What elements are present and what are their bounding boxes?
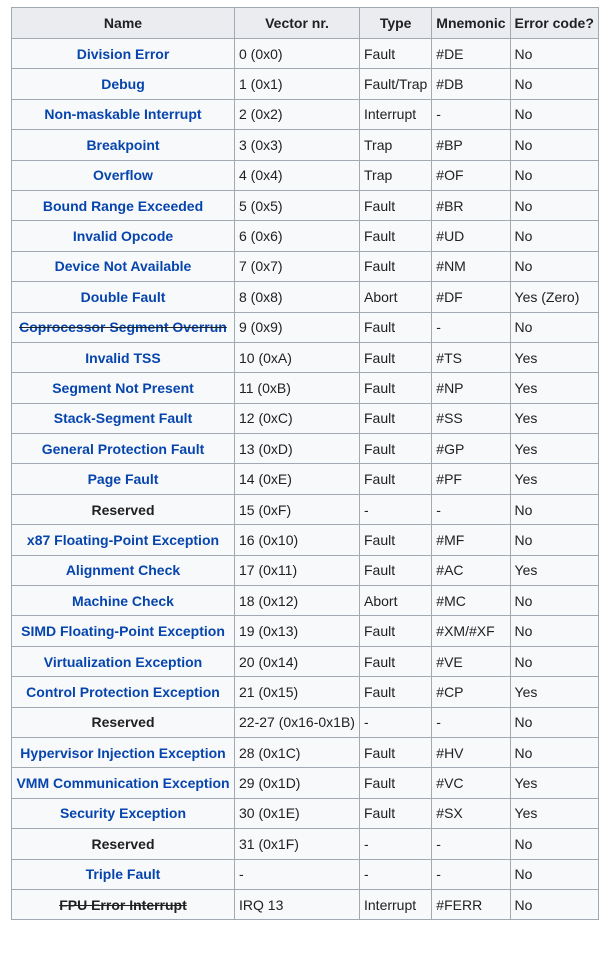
- cell-vector: 0 (0x0): [235, 39, 360, 69]
- cell-mnemonic: #AC: [432, 555, 510, 585]
- table-row: [12, 130, 599, 160]
- cell-type: Fault: [360, 768, 432, 798]
- table-row: [12, 434, 599, 464]
- cell-mnemonic: #GP: [432, 434, 510, 464]
- cell-vector: 17 (0x11): [235, 555, 360, 585]
- cell-vector: 5 (0x5): [235, 190, 360, 220]
- cell-vector: 15 (0xF): [235, 494, 360, 524]
- exception-name-link: Coprocessor Segment Overrun: [19, 319, 227, 336]
- cell-error-code: No: [510, 646, 598, 676]
- cell-mnemonic: #SX: [432, 798, 510, 828]
- cell-vector: 19 (0x13): [235, 616, 360, 646]
- table-row: [12, 525, 599, 555]
- cell-mnemonic: #DF: [432, 282, 510, 312]
- cell-name: [12, 707, 235, 737]
- cell-name: [12, 889, 235, 919]
- cell-error-code: No: [510, 251, 598, 281]
- cell-name: [12, 859, 235, 889]
- table-row: [12, 646, 599, 676]
- table-row: [12, 373, 599, 403]
- header-row: [12, 8, 599, 39]
- cell-type: Fault: [360, 464, 432, 494]
- cell-vector: 7 (0x7): [235, 251, 360, 281]
- table-row: [12, 494, 599, 524]
- cell-vector: 2 (0x2): [235, 99, 360, 129]
- cell-type: Fault: [360, 373, 432, 403]
- exception-name-link[interactable]: General Protection Fault: [41, 440, 205, 457]
- exception-name-link[interactable]: Division Error: [76, 45, 170, 62]
- cell-error-code: Yes: [510, 555, 598, 585]
- cell-name: [12, 677, 235, 707]
- cell-vector: 28 (0x1C): [235, 737, 360, 767]
- cell-type: Fault: [360, 39, 432, 69]
- cell-name: [12, 494, 235, 524]
- exception-name-link[interactable]: Segment Not Present: [52, 379, 194, 396]
- cell-error-code: Yes: [510, 798, 598, 828]
- cell-type: Fault: [360, 403, 432, 433]
- cell-name: [12, 160, 235, 190]
- cell-name: [12, 434, 235, 464]
- table-row: [12, 160, 599, 190]
- cell-vector: 31 (0x1F): [235, 829, 360, 859]
- cell-mnemonic: #DB: [432, 69, 510, 99]
- cell-mnemonic: -: [432, 494, 510, 524]
- exception-name-link[interactable]: Invalid Opcode: [72, 228, 174, 245]
- cell-name: [12, 586, 235, 616]
- table-row: [12, 342, 599, 372]
- cell-error-code: No: [510, 99, 598, 129]
- cell-mnemonic: -: [432, 99, 510, 129]
- cell-vector: 6 (0x6): [235, 221, 360, 251]
- table-row: [12, 282, 599, 312]
- table-row: [12, 190, 599, 220]
- cell-name: [12, 342, 235, 372]
- cell-name: [12, 251, 235, 281]
- cell-name: [12, 69, 235, 99]
- exception-name-link[interactable]: x87 Floating-Point Exception: [26, 531, 220, 548]
- cell-vector: -: [235, 859, 360, 889]
- cell-type: Fault: [360, 616, 432, 646]
- exception-name-link[interactable]: Stack-Segment Fault: [53, 410, 193, 427]
- cell-name: [12, 312, 235, 342]
- header-vector: Vector nr.: [235, 8, 360, 39]
- cell-mnemonic: #PF: [432, 464, 510, 494]
- cell-mnemonic: #VC: [432, 768, 510, 798]
- cell-error-code: Yes: [510, 677, 598, 707]
- cell-error-code: No: [510, 221, 598, 251]
- cell-mnemonic: #BP: [432, 130, 510, 160]
- table-row: [12, 555, 599, 585]
- cell-type: Fault: [360, 221, 432, 251]
- cell-vector: 10 (0xA): [235, 342, 360, 372]
- cell-mnemonic: #BR: [432, 190, 510, 220]
- cell-type: Abort: [360, 586, 432, 616]
- table-row: [12, 829, 599, 859]
- cell-error-code: Yes: [510, 342, 598, 372]
- cell-mnemonic: #NM: [432, 251, 510, 281]
- exception-name-link[interactable]: Machine Check: [72, 592, 174, 609]
- cell-mnemonic: -: [432, 312, 510, 342]
- cell-name: [12, 190, 235, 220]
- cell-error-code: No: [510, 525, 598, 555]
- cell-mnemonic: #OF: [432, 160, 510, 190]
- exception-name-link: FPU Error Interrupt: [59, 896, 187, 913]
- cell-error-code: No: [510, 859, 598, 889]
- cell-name: [12, 373, 235, 403]
- exception-name-link[interactable]: Triple Fault: [85, 866, 161, 883]
- cell-error-code: No: [510, 586, 598, 616]
- cell-name: [12, 221, 235, 251]
- table-row: [12, 889, 599, 919]
- header-type: Type: [360, 8, 432, 39]
- table-row: [12, 69, 599, 99]
- cell-vector: IRQ 13: [235, 889, 360, 919]
- table-row: [12, 221, 599, 251]
- cell-type: Fault: [360, 677, 432, 707]
- cell-name: [12, 737, 235, 767]
- cell-type: -: [360, 707, 432, 737]
- cell-vector: 16 (0x10): [235, 525, 360, 555]
- cell-error-code: No: [510, 69, 598, 99]
- cell-name: [12, 616, 235, 646]
- exception-name-link[interactable]: Security Exception: [59, 805, 187, 822]
- cell-mnemonic: #CP: [432, 677, 510, 707]
- header-name: Name: [12, 8, 235, 39]
- table-row: [12, 39, 599, 69]
- exception-name-link[interactable]: Bound Range Exceeded: [42, 197, 204, 214]
- cell-error-code: No: [510, 160, 598, 190]
- cell-vector: 18 (0x12): [235, 586, 360, 616]
- table-row: [12, 768, 599, 798]
- cell-vector: 8 (0x8): [235, 282, 360, 312]
- cell-mnemonic: #XM/#XF: [432, 616, 510, 646]
- cell-name: [12, 39, 235, 69]
- cell-error-code: No: [510, 707, 598, 737]
- exception-name-link[interactable]: Device Not Available: [54, 258, 192, 275]
- exception-name-link[interactable]: Hypervisor Injection Exception: [20, 744, 226, 761]
- cell-name: [12, 555, 235, 585]
- cell-name: [12, 525, 235, 555]
- cell-mnemonic: #MC: [432, 586, 510, 616]
- exception-name-link[interactable]: Control Protection Exception: [26, 683, 220, 700]
- exception-name-link: Reserved: [91, 501, 155, 518]
- cell-type: -: [360, 494, 432, 524]
- exception-name-link: Reserved: [91, 835, 155, 852]
- cell-vector: 12 (0xC): [235, 403, 360, 433]
- table-row: [12, 312, 599, 342]
- exception-name-link[interactable]: Page Fault: [87, 471, 159, 488]
- exception-name-link[interactable]: SIMD Floating-Point Exception: [21, 623, 225, 640]
- cell-name: [12, 99, 235, 129]
- exception-name-link: Reserved: [91, 714, 155, 731]
- exception-name-link[interactable]: VMM Communication Exception: [16, 775, 230, 792]
- cell-vector: 29 (0x1D): [235, 768, 360, 798]
- cell-name: [12, 768, 235, 798]
- cell-type: Fault/Trap: [360, 69, 432, 99]
- cell-mnemonic: #HV: [432, 737, 510, 767]
- cell-error-code: No: [510, 130, 598, 160]
- cell-mnemonic: #FERR: [432, 889, 510, 919]
- cell-type: Fault: [360, 798, 432, 828]
- cell-vector: 3 (0x3): [235, 130, 360, 160]
- table-row: [12, 251, 599, 281]
- cell-type: Fault: [360, 312, 432, 342]
- table-row: [12, 586, 599, 616]
- cell-name: [12, 130, 235, 160]
- table-row: [12, 707, 599, 737]
- cell-vector: 22-27 (0x16-0x1B): [235, 707, 360, 737]
- cell-error-code: Yes: [510, 768, 598, 798]
- cell-error-code: Yes: [510, 464, 598, 494]
- cell-vector: 21 (0x15): [235, 677, 360, 707]
- cell-error-code: No: [510, 829, 598, 859]
- table-row: [12, 99, 599, 129]
- table-row: [12, 464, 599, 494]
- cell-mnemonic: #MF: [432, 525, 510, 555]
- cell-vector: 14 (0xE): [235, 464, 360, 494]
- cell-type: Abort: [360, 282, 432, 312]
- cell-vector: 4 (0x4): [235, 160, 360, 190]
- cell-type: Trap: [360, 160, 432, 190]
- cell-type: Interrupt: [360, 99, 432, 129]
- cell-mnemonic: #NP: [432, 373, 510, 403]
- cell-error-code: No: [510, 737, 598, 767]
- cell-error-code: Yes: [510, 373, 598, 403]
- cell-mnemonic: -: [432, 829, 510, 859]
- cell-vector: 9 (0x9): [235, 312, 360, 342]
- cell-name: [12, 282, 235, 312]
- cell-vector: 11 (0xB): [235, 373, 360, 403]
- cell-type: -: [360, 859, 432, 889]
- cell-error-code: No: [510, 312, 598, 342]
- table-row: [12, 859, 599, 889]
- exception-name-link[interactable]: Breakpoint: [86, 136, 160, 153]
- cell-type: Fault: [360, 342, 432, 372]
- exception-name-link[interactable]: Non-maskable Interrupt: [44, 106, 202, 123]
- cell-mnemonic: #UD: [432, 221, 510, 251]
- cell-type: Fault: [360, 251, 432, 281]
- exceptions-table: [11, 7, 599, 920]
- table-row: [12, 403, 599, 433]
- exception-name-link[interactable]: Double Fault: [80, 288, 166, 305]
- cell-type: Fault: [360, 737, 432, 767]
- cell-type: Fault: [360, 525, 432, 555]
- cell-error-code: No: [510, 39, 598, 69]
- cell-vector: 13 (0xD): [235, 434, 360, 464]
- cell-name: [12, 464, 235, 494]
- cell-vector: 20 (0x14): [235, 646, 360, 676]
- table-row: [12, 616, 599, 646]
- exception-name-link[interactable]: Invalid TSS: [85, 349, 161, 366]
- cell-error-code: Yes: [510, 403, 598, 433]
- cell-mnemonic: -: [432, 859, 510, 889]
- cell-type: Fault: [360, 434, 432, 464]
- cell-mnemonic: #DE: [432, 39, 510, 69]
- cell-type: Interrupt: [360, 889, 432, 919]
- cell-name: [12, 403, 235, 433]
- table-body: [12, 39, 599, 920]
- header-error-code: Error code?: [510, 8, 598, 39]
- exception-name-link[interactable]: Virtualization Exception: [43, 653, 203, 670]
- cell-error-code: No: [510, 190, 598, 220]
- cell-name: [12, 829, 235, 859]
- cell-error-code: No: [510, 889, 598, 919]
- cell-type: Fault: [360, 190, 432, 220]
- exception-name-link[interactable]: Overflow: [93, 167, 153, 184]
- exception-name-link[interactable]: Alignment Check: [65, 562, 181, 579]
- cell-type: -: [360, 829, 432, 859]
- cell-error-code: Yes: [510, 434, 598, 464]
- cell-vector: 30 (0x1E): [235, 798, 360, 828]
- cell-error-code: No: [510, 616, 598, 646]
- table-row: [12, 737, 599, 767]
- cell-mnemonic: -: [432, 707, 510, 737]
- cell-type: Fault: [360, 555, 432, 585]
- cell-mnemonic: #TS: [432, 342, 510, 372]
- cell-name: [12, 646, 235, 676]
- table-row: [12, 677, 599, 707]
- header-mnemonic: Mnemonic: [432, 8, 510, 39]
- cell-vector: 1 (0x1): [235, 69, 360, 99]
- cell-type: Fault: [360, 646, 432, 676]
- cell-mnemonic: #VE: [432, 646, 510, 676]
- cell-name: [12, 798, 235, 828]
- cell-mnemonic: #SS: [432, 403, 510, 433]
- exception-name-link[interactable]: Debug: [101, 76, 145, 93]
- table-row: [12, 798, 599, 828]
- cell-type: Trap: [360, 130, 432, 160]
- cell-error-code: No: [510, 494, 598, 524]
- cell-error-code: Yes (Zero): [510, 282, 598, 312]
